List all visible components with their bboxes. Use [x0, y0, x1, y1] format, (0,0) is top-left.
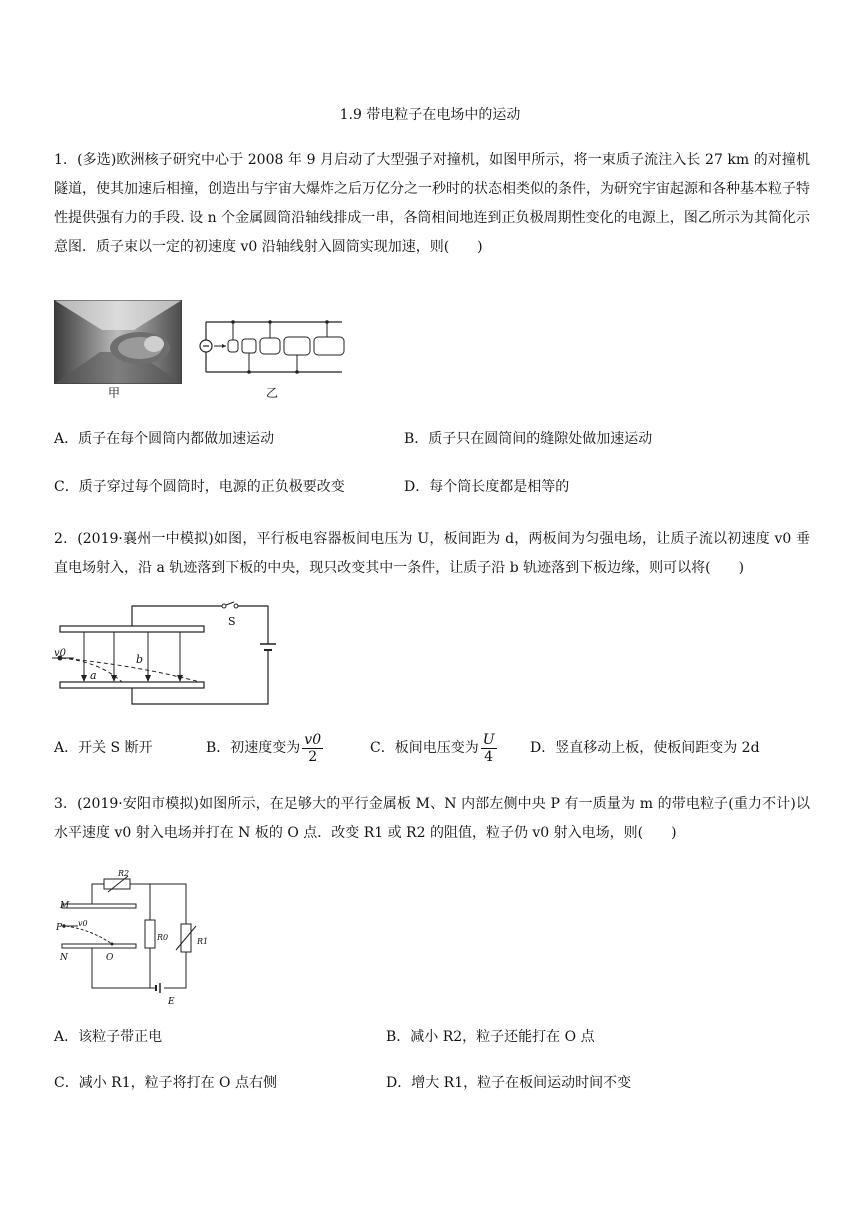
option-c-fraction: [481, 732, 497, 765]
question-3-text: 3．(2019·安阳市模拟)如图所示，在足够大的平行金属板 M、N 内部左侧中央 P 有一质量为 m 的带电粒子(重力不计)以水平速度 v0 射入电场并打在 N 板的 O 点．改变 R1 或 R2 的阻值，粒子仍 v0 射入电场，则( ): [54, 796, 810, 841]
option-b-numerator: v0: [304, 731, 322, 748]
figure-jia-tunnel-photo: [54, 300, 182, 388]
figure-yi-label: 乙: [266, 386, 279, 400]
question-3-option-d[interactable]: D．增大 R1，粒子在板间运动时间不变: [386, 1075, 632, 1091]
question-1-option-d[interactable]: D．每个筒长度都是相等的: [404, 479, 570, 495]
figure-v0-label: v0: [54, 648, 67, 659]
figure-o-label: O: [106, 953, 114, 963]
figure-v0-label-3: v0: [78, 919, 88, 928]
question-2-option-b[interactable]: [206, 728, 325, 768]
option-c-numerator: U: [482, 731, 495, 748]
figure-capacitor-circuit: [50, 600, 282, 714]
figure-n-label: N: [60, 953, 68, 963]
option-b-prefix: B．初速度变为: [206, 740, 301, 756]
question-1-option-c[interactable]: C．质子穿过每个圆筒时，电源的正负极要改变: [54, 479, 345, 495]
figure-m-label: M: [60, 901, 70, 911]
option-c-denominator: 4: [484, 748, 494, 765]
figure-r2-label: R2: [118, 869, 130, 878]
question-2-text: 2．(2019·襄州一中模拟)如图，平行板电容器板间电压为 U，板间距为 d，两板间为匀强电场，让质子流以初速度 v0 垂直电场射入，沿 a 轨迹落到下板的中央，现只改变其中一条件，让质子沿 b 轨迹落到下板边缘，则可以将( ): [54, 531, 810, 576]
figure-r0-label: R0: [157, 933, 169, 942]
question-1-option-b[interactable]: B．质子只在圆筒间的缝隙处做加速运动: [404, 431, 653, 447]
question-1-option-a[interactable]: A．质子在每个圆筒内都做加速运动: [54, 431, 275, 447]
figure-switch-label: S: [228, 615, 236, 628]
question-3-option-c[interactable]: C．减小 R1，粒子将打在 O 点右侧: [54, 1075, 277, 1091]
question-2-option-c[interactable]: [370, 728, 499, 768]
figure-e-label: E: [168, 997, 175, 1007]
figure-yi-drift-tubes: [196, 316, 352, 382]
question-2-option-d[interactable]: D．竖直移动上板，使板间距变为 2d: [530, 740, 760, 756]
figure-a-label: a: [90, 669, 97, 682]
question-3-option-b[interactable]: B．减小 R2，粒子还能打在 O 点: [386, 1029, 595, 1045]
page-title: 1.9 带电粒子在电场中的运动: [339, 107, 521, 123]
option-b-fraction: [302, 732, 323, 765]
question-1-text: 1．(多选)欧洲核子研究中心于 2008 年 9 月启动了大型强子对撞机，如图甲所示，将一束质子流注入长 27 km 的对撞机隧道，使其加速后相撞，创造出与宇宙大爆炸之后万亿分之一秒时的状态相类似的条件，为研究宇宙起源和各种基本粒子特性提供强有力的手段. 设 n 个金属圆筒沿轴线排成一串，各筒相间地连到正负极周期性变化的电源上，图乙所示为其简化示意图．质子束以一定的初速度 v0 沿轴线射入圆筒实现加速，则( ): [54, 152, 810, 255]
figure-r1-label: R1: [197, 937, 209, 946]
figure-p-label: P: [56, 923, 63, 933]
option-c-prefix: C．板间电压变为: [370, 740, 479, 756]
question-2-option-a[interactable]: A．开关 S 断开: [54, 740, 153, 756]
option-b-denominator: 2: [308, 748, 318, 765]
figure-jia-label: 甲: [108, 386, 121, 400]
question-3-option-a[interactable]: A．该粒子带正电: [54, 1029, 163, 1045]
figure-b-label: b: [136, 653, 144, 666]
figure-parallel-plates-circuit: [56, 866, 216, 1010]
